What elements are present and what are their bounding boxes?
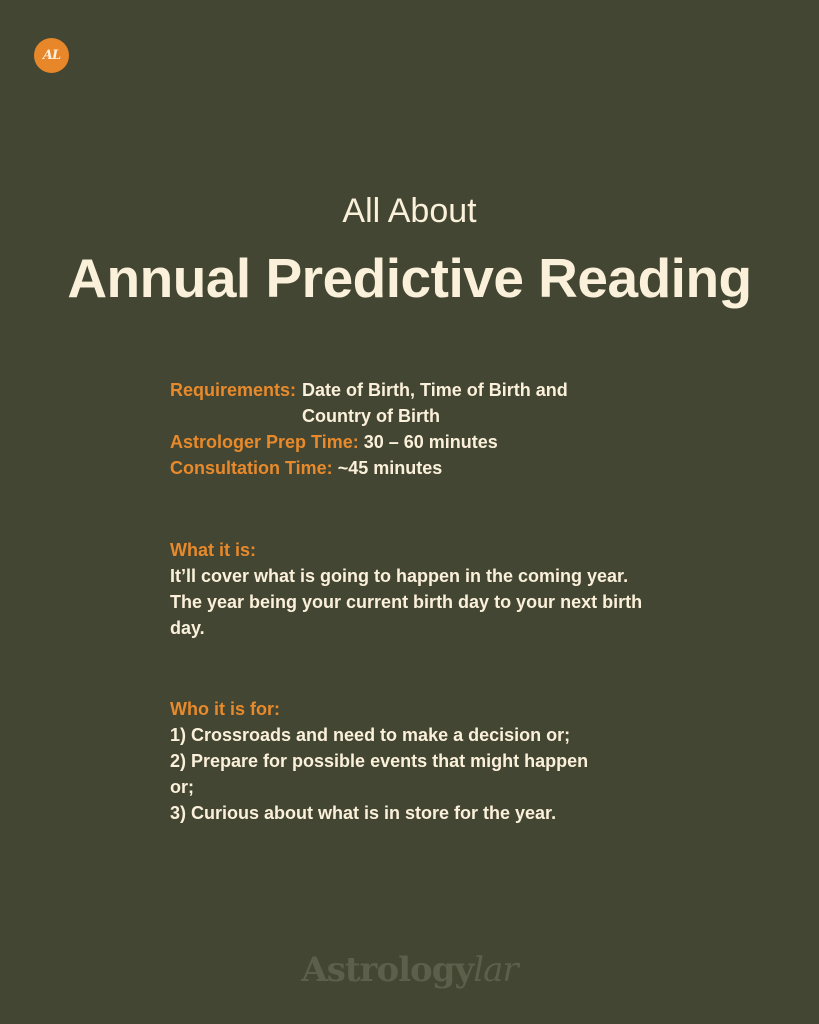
consult-time-label: Consultation Time: [170,458,333,478]
requirements-row [170,377,670,429]
wordmark-suffix: lar [473,950,518,990]
consult-time-row [170,455,670,481]
page-title: Annual Predictive Reading [67,247,752,309]
what-body: It’ll cover what is going to happen in the coming year. The year being your current birth day to your next birth day. [170,566,643,638]
wordmark-main: Astrology [301,950,474,990]
who-label: Who it is for: [170,699,280,719]
consult-time-value: ~45 minutes [337,458,443,478]
requirements-value: Date of Birth, Time of Birth and Country of Birth [302,380,568,426]
logo-text: AL [42,48,61,63]
prep-time-row [170,429,670,455]
prep-time-label: Astrologer Prep Time: [170,432,359,452]
who-item-3: 3) Curious about what is in store for the year. [170,803,557,823]
requirements-label: Requirements: [170,380,297,400]
brand-wordmark [0,950,819,990]
page-kicker: All About [342,192,477,230]
prep-time-value: 30 – 60 minutes [363,432,498,452]
what-label: What it is: [170,540,256,560]
content-block [170,377,670,826]
brand-logo-icon [34,38,69,73]
who-item-1: 1) Crossroads and need to make a decision or; [170,725,571,745]
who-item-2: 2) Prepare for possible events that might happen or; [170,751,589,797]
